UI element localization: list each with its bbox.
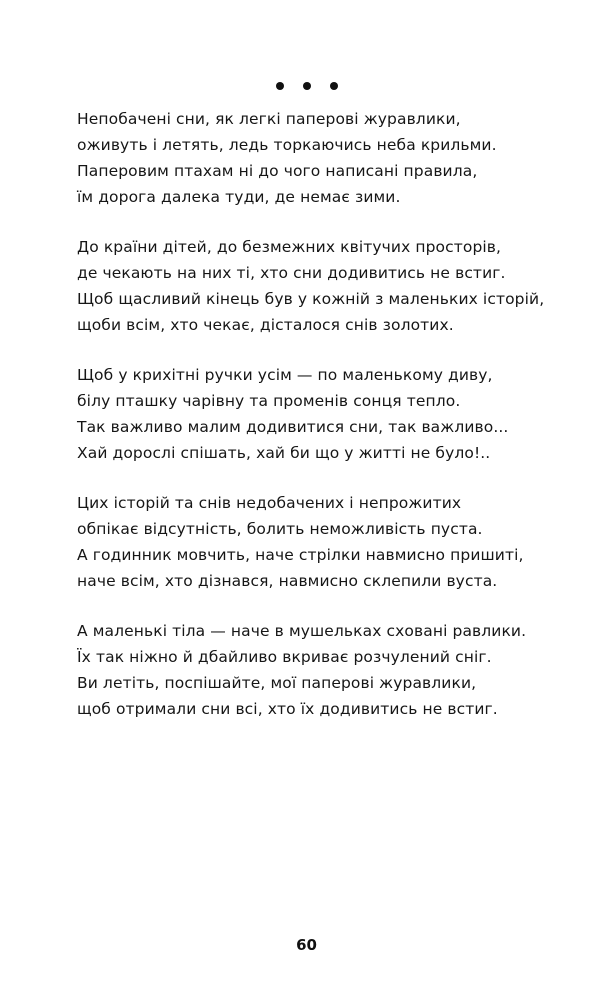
stanza-4 xyxy=(77,490,577,594)
poem-line: наче всім, хто дізнався, навмисно склепили вуста. xyxy=(77,572,498,590)
stanza-2 xyxy=(77,234,577,338)
stanza-5 xyxy=(77,618,577,722)
separator-dot xyxy=(330,82,338,90)
poem-line: До країни дітей, до безмежних квітучих просторів, xyxy=(77,238,502,256)
poem-line: Так важливо малим додивитися сни, так важливо... xyxy=(77,418,509,436)
separator-dot xyxy=(276,82,284,90)
stanza-3 xyxy=(77,362,577,466)
poem-line: Паперовим птахам ні до чого написані правила, xyxy=(77,162,478,180)
poem-line: Цих історій та снів недобачених і непрожитих xyxy=(77,494,462,512)
poem-line: Хай дорослі спішать, хай би що у житті не було!.. xyxy=(77,444,491,462)
poem-line: Ви летіть, поспішайте, мої паперові журавлики, xyxy=(77,674,477,692)
poem-line: Щоб у крихітні ручки усім — по маленькому диву, xyxy=(77,366,493,384)
poem-line: їм дорога далека туди, де немає зими. xyxy=(77,188,401,206)
poem-line: А годинник мовчить, наче стрілки навмисно пришиті, xyxy=(77,546,524,564)
poem xyxy=(77,106,577,746)
poem-line: обпікає відсутність, болить неможливість пуста. xyxy=(77,520,483,538)
poem-line: білу пташку чарівну та променів сонця тепло. xyxy=(77,392,461,410)
poem-line: А маленькі тіла — наче в мушельках сховані равлики. xyxy=(77,622,527,640)
poem-line: щоб отримали сни всі, хто їх додивитись не встиг. xyxy=(77,700,498,718)
poem-line: де чекають на них ті, хто сни додивитись не встиг. xyxy=(77,264,506,282)
separator-dot xyxy=(303,82,311,90)
stanza-1 xyxy=(77,106,577,210)
poem-line: оживуть і летять, ледь торкаючись неба крильми. xyxy=(77,136,497,154)
poem-line: Щоб щасливий кінець був у кожній з маленьких історій, xyxy=(77,290,545,308)
poem-line: Непобачені сни, як легкі паперові журавлики, xyxy=(77,110,461,128)
poem-line: Їх так ніжно й дбайливо вкриває розчулений сніг. xyxy=(77,648,492,666)
section-separator xyxy=(0,82,613,90)
poem-line: щоби всім, хто чекає, дісталося снів золотих. xyxy=(77,316,454,334)
page-number: 60 xyxy=(296,936,317,954)
